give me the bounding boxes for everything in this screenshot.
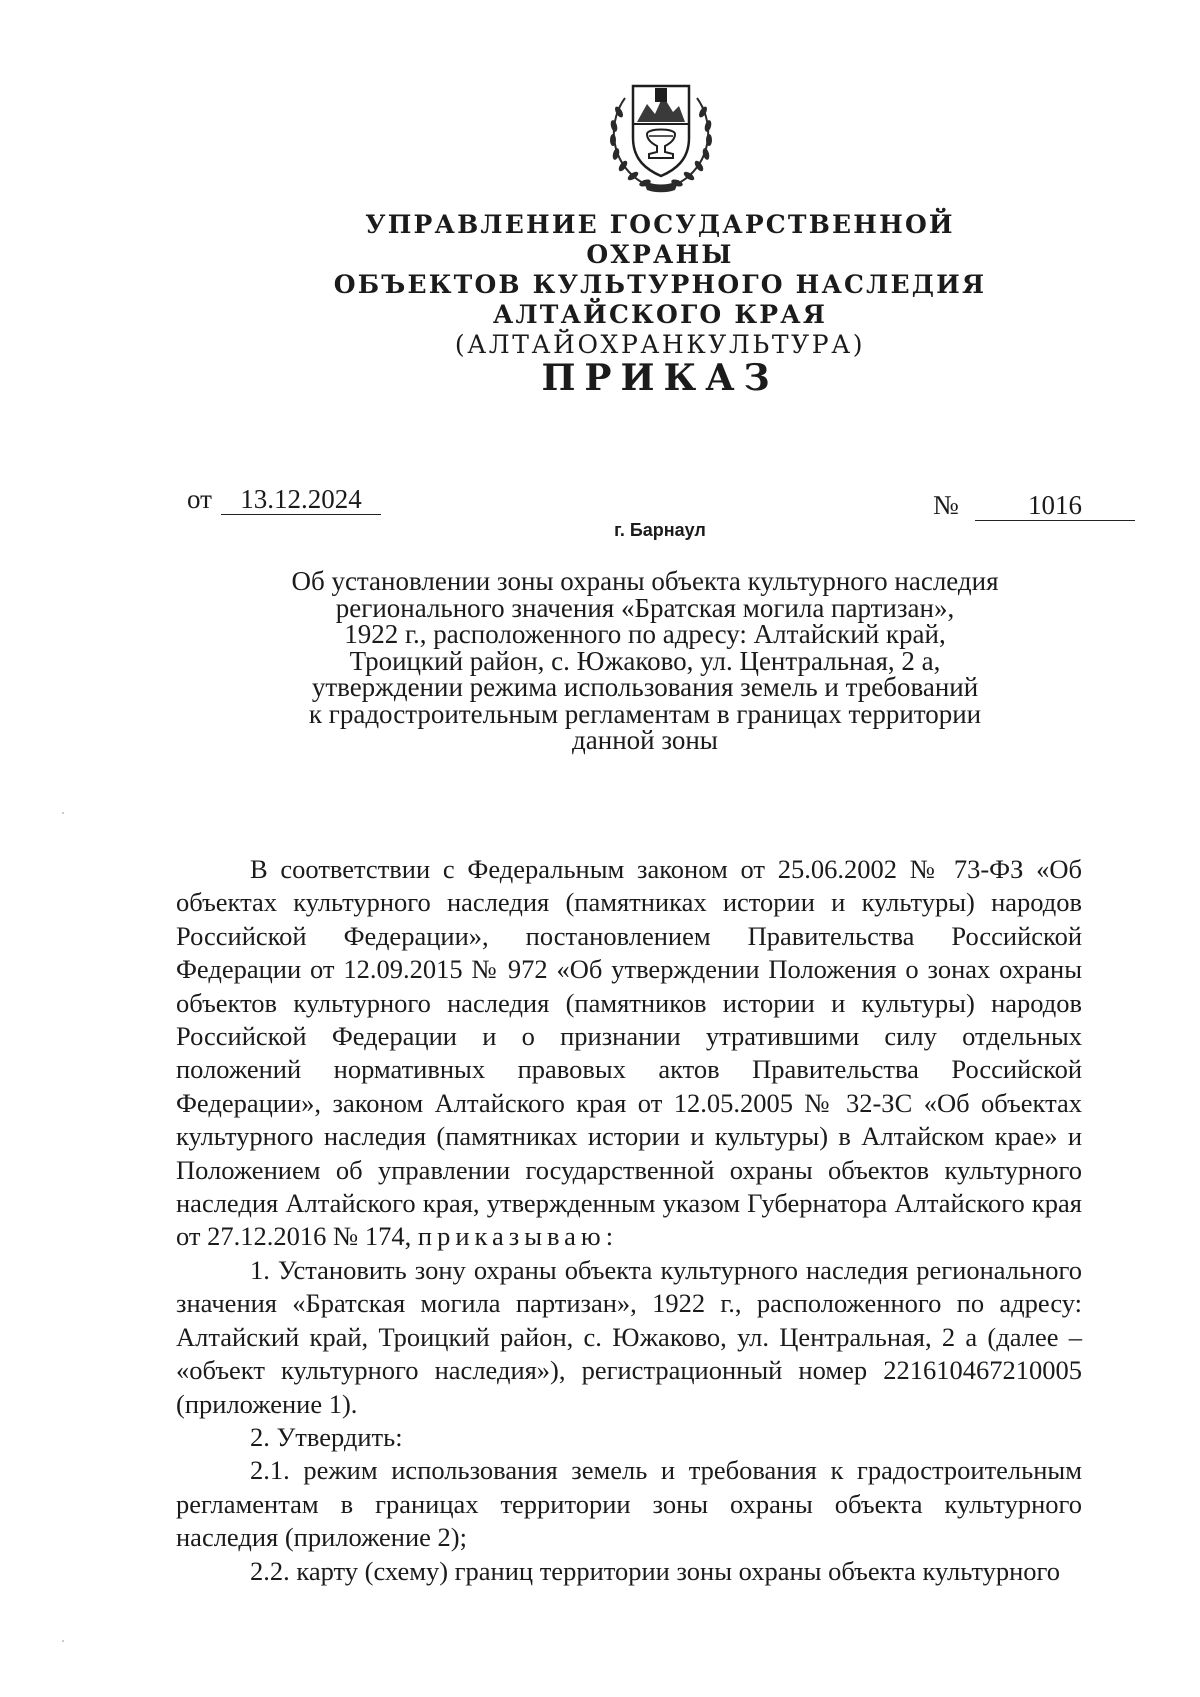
preamble-text: В соответствии с Федеральным законом от 25.06.2002 № 73-ФЗ «Об объектах культурного наследия (памятниках истории и культуры) народов Российской Федерации», постановлением Правительства Российской Федерации от 12.09.2015 № 972 «Об утверждении Положения о зонах охраны объектов культурного наследия (памятников истории и культуры) народов Российской Федерации и о признании утратившими силу отдельных положений нормативных правовых актов Правительства Российской Федерации», законом Алтайского края от 12.05.2005 № 32-ЗС «Об объектах культурного наследия (памятниках истории и культуры) в Алтайском крае» и Положением об управлении государственной охраны объектов культурного наследия Алтайского края, утвержденным указом Губернатора Алтайского края от 27.12.2016 № 174, (176, 854, 1082, 1252)
item-2: 2. Утвердить: (250, 1421, 403, 1452)
subject-line: Об установлении зоны охраны объекта культурного наследия (291, 566, 999, 596)
subject-line: к градостроительным регламентам в границах территории (308, 698, 982, 729)
item-2-2: 2.2. карту (схему) границ территории зоны охраны объекта культурного (250, 1555, 1060, 1586)
agency-line-2: ОБЪЕКТОВ КУЛЬТУРНОГО НАСЛЕДИЯ (333, 270, 987, 299)
agency-name (300, 210, 1020, 360)
scan-speck (62, 812, 64, 814)
item-2-1: 2.1. режим использования земель и требования к градостроительным регламентам в границах территории зоны охраны объекта культурного наследия (приложение 2); (176, 1455, 1082, 1553)
issue-city: г. Барнаул (614, 520, 706, 540)
preamble-paragraph (176, 853, 1082, 1254)
item-1: 1. Установить зону охраны объекта культурного наследия регионального значения «Братская могила партизан», 1922 г., расположенного по адресу: Алтайский край, Троицкий район, с. Южаково, ул. Центральная, 2 а (далее – «объект культурного наследия»), регистрационный номер 221610467210005 (приложение 1). (176, 1254, 1082, 1419)
date-value: 13.12.2024 (221, 484, 381, 515)
subject-line: утверждении режима использования земель и требований (311, 672, 979, 702)
order-subject (240, 568, 1050, 754)
agency-abbreviation: (АЛТАЙОХРАНКУЛЬТУРА) (454, 330, 866, 359)
subject-line: 1922 г., расположенного по адресу: Алтайский край, (344, 619, 946, 649)
document-type-title: ПРИКАЗ (541, 357, 779, 399)
scan-speck (62, 1640, 64, 1642)
subject-line: регионального значения «Братская могила партизан», (335, 592, 955, 623)
order-body (176, 853, 1082, 1588)
coat-of-arms-icon (603, 68, 719, 194)
number-prefix: № (933, 490, 959, 520)
subject-line: данной зоны (572, 725, 718, 755)
number-value: 1016 (975, 490, 1135, 521)
agency-line-1: УПРАВЛЕНИЕ ГОСУДАРСТВЕННОЙ ОХРАНЫ (365, 210, 955, 269)
order-word: приказываю: (417, 1221, 619, 1252)
date-prefix: от (187, 484, 212, 514)
agency-line-3: АЛТАЙСКОГО КРАЯ (492, 300, 828, 329)
subject-line: Троицкий район, с. Южаково, ул. Центральная, 2 а, (349, 645, 941, 676)
